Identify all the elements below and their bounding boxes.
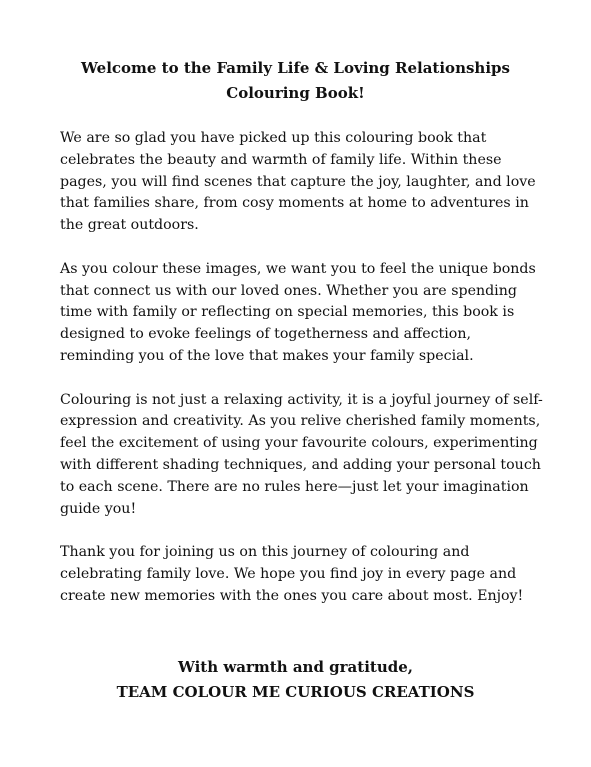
body-text — [60, 128, 546, 608]
page-title — [40, 56, 551, 106]
paragraph-thanks: Thank you for joining us on this journey of colouring and celebrating family love. We hope you find joy in every page and create new memories with the ones you care about most. Enjoy! — [60, 544, 524, 604]
paragraph-bonds: As you colour these images, we want you to feel the unique bonds that connect us with our loved ones. Whether you are spending time with family or reflecting on special memories, this book is designed to evoke feelings of togetherness and affection, reminding you of the love that makes your family special. — [60, 260, 536, 364]
signoff — [40, 655, 551, 705]
title-line-2: Colouring Book! — [226, 84, 365, 102]
signoff-line-2: TEAM COLOUR ME CURIOUS CREATIONS — [116, 683, 475, 701]
title-line-1: Welcome to the Family Life & Loving Relationships — [81, 59, 510, 77]
paragraph-welcome: We are so glad you have picked up this colouring book that celebrates the beauty and warmth of family life. Within these pages, you will find scenes that capture the joy, laughter, and love that families share, from cosy moments at home to adventures in the great outdoors. — [60, 130, 536, 234]
signoff-line-1: With warmth and gratitude, — [178, 658, 413, 676]
paragraph-creativity: Colouring is not just a relaxing activity, it is a joyful journey of self-expression and creativity. As you relive cherished family moments, feel the excitement of using your favourite colours, experimenting with different shading techniques, and adding your personal touch to each scene. There are no rules here—just let your imagination guide you! — [60, 391, 543, 517]
